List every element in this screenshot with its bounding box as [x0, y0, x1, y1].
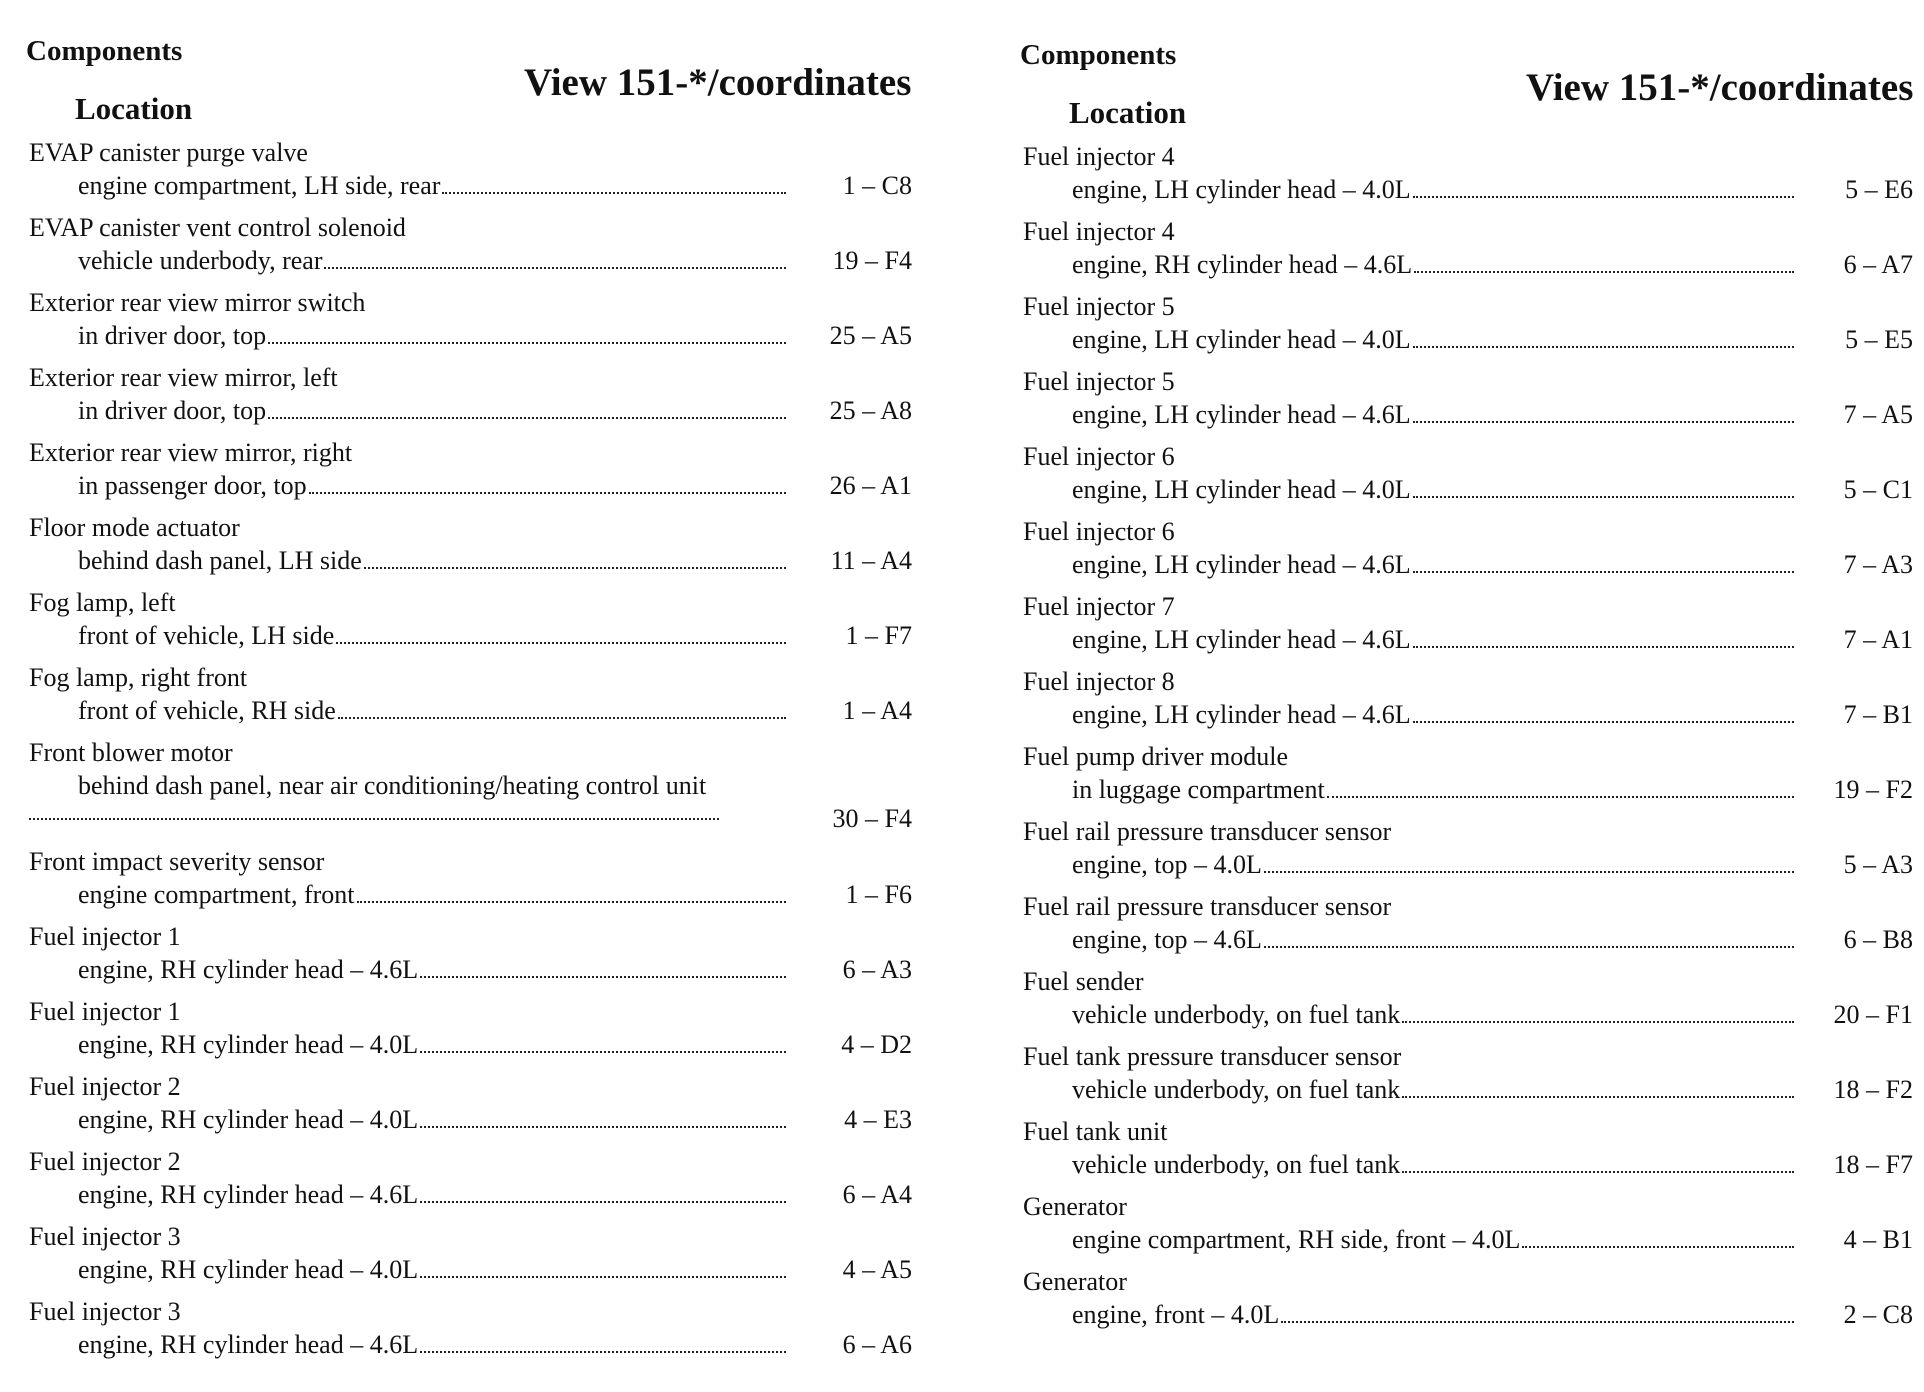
list-item — [26, 436, 926, 511]
leader-dots — [1413, 571, 1794, 573]
component-location: front of vehicle, LH side — [78, 621, 335, 650]
component-location: in luggage compartment — [1072, 775, 1325, 804]
component-name: Fuel injector 3 — [29, 1222, 181, 1251]
component-name: Fuel injector 5 — [1023, 367, 1175, 396]
list-item — [26, 286, 926, 361]
list-item — [1020, 1265, 1924, 1340]
component-name: Exterior rear view mirror switch — [29, 288, 366, 317]
component-location: engine compartment, front — [78, 880, 355, 909]
component-name: Fuel injector 6 — [1023, 517, 1175, 546]
component-name: EVAP canister purge valve — [29, 138, 308, 167]
list-item — [1020, 965, 1924, 1040]
component-location: engine compartment, RH side, front – 4.0L — [1072, 1225, 1521, 1254]
component-list — [26, 136, 926, 1370]
leader-dots — [268, 342, 786, 344]
view-coordinate: 6 – A4 — [842, 1180, 912, 1209]
component-location: engine, RH cylinder head – 4.6L — [78, 955, 419, 984]
view-coordinate: 4 – A5 — [842, 1255, 912, 1284]
leader-dots — [1413, 646, 1794, 648]
list-item — [1020, 815, 1924, 890]
view-coordinate: 2 – C8 — [1843, 1300, 1913, 1329]
component-name: Fuel injector 2 — [29, 1147, 181, 1176]
list-item — [1020, 1190, 1924, 1265]
component-location: engine, LH cylinder head – 4.6L — [1072, 550, 1411, 579]
component-location: engine, RH cylinder head – 4.6L — [78, 1330, 419, 1359]
view-coordinate: 7 – A3 — [1843, 550, 1913, 579]
leader-dots — [364, 567, 786, 569]
component-location: engine, front – 4.0L — [1072, 1300, 1280, 1329]
view-coordinate: 5 – A3 — [1843, 850, 1913, 879]
component-location: engine, RH cylinder head – 4.0L — [78, 1030, 419, 1059]
leader-dots — [1402, 1096, 1794, 1098]
view-coordinate: 30 – F4 — [832, 804, 912, 833]
leader-dots — [1281, 1321, 1794, 1323]
view-coordinate: 5 – E5 — [1845, 325, 1913, 354]
leader-dots — [1264, 946, 1794, 948]
view-coordinate: 26 – A1 — [829, 471, 912, 500]
view-coordinate: 19 – F2 — [1833, 775, 1913, 804]
component-name: Fuel injector 4 — [1023, 142, 1175, 171]
component-name: Fuel injector 1 — [29, 997, 181, 1026]
view-coordinate: 1 – C8 — [842, 171, 912, 200]
leader-dots — [1402, 1171, 1794, 1173]
component-name: Fuel rail pressure transducer sensor — [1023, 817, 1392, 846]
list-item — [1020, 590, 1924, 665]
component-name: Fuel injector 7 — [1023, 592, 1175, 621]
list-item — [26, 920, 926, 995]
view-coordinate: 1 – F6 — [845, 880, 912, 909]
component-location: vehicle underbody, on fuel tank — [1072, 1000, 1401, 1029]
view-coordinate: 5 – C1 — [1843, 475, 1913, 504]
view-coordinate: 7 – A1 — [1843, 625, 1913, 654]
leader-dots — [338, 717, 786, 719]
leader-dots — [1413, 196, 1794, 198]
view-coordinate: 7 – A5 — [1843, 400, 1913, 429]
component-name: Fuel sender — [1023, 967, 1144, 996]
list-item — [26, 1145, 926, 1220]
list-item — [26, 995, 926, 1070]
component-location: engine, LH cylinder head – 4.0L — [1072, 475, 1411, 504]
list-item — [26, 1220, 926, 1295]
leader-dots — [1413, 721, 1794, 723]
view-coordinate: 25 – A5 — [829, 321, 912, 350]
list-item — [1020, 890, 1924, 965]
list-item — [1020, 740, 1924, 815]
list-item — [26, 845, 926, 920]
list-item — [1020, 290, 1924, 365]
view-coordinate: 6 – A7 — [1843, 250, 1913, 279]
component-name: Fuel injector 3 — [29, 1297, 181, 1326]
component-name: Fuel injector 4 — [1023, 217, 1175, 246]
component-name: Fog lamp, right front — [29, 663, 248, 692]
list-item — [26, 211, 926, 286]
list-item — [1020, 1040, 1924, 1115]
component-name: Exterior rear view mirror, left — [29, 363, 338, 392]
leader-dots — [420, 976, 786, 978]
list-item — [26, 136, 926, 211]
view-coordinate: 18 – F2 — [1833, 1075, 1913, 1104]
view-coordinate: 6 – A3 — [842, 955, 912, 984]
list-item — [1020, 1115, 1924, 1190]
leader-dots — [442, 192, 786, 194]
component-name: Generator — [1023, 1192, 1127, 1221]
list-item — [26, 361, 926, 436]
list-item — [1020, 515, 1924, 590]
component-name: Front blower motor — [29, 738, 233, 767]
component-name: Fuel injector 6 — [1023, 442, 1175, 471]
component-location: engine, top – 4.6L — [1072, 925, 1262, 954]
leader-dots — [420, 1051, 786, 1053]
component-location: engine, LH cylinder head – 4.0L — [1072, 175, 1411, 204]
component-location: in driver door, top — [78, 396, 267, 425]
list-item — [26, 586, 926, 661]
list-item — [26, 1070, 926, 1145]
list-item — [26, 1295, 926, 1370]
leader-dots — [309, 492, 786, 494]
list-item — [26, 736, 926, 845]
leader-dots — [1327, 796, 1794, 798]
component-location: engine, RH cylinder head – 4.6L — [78, 1180, 419, 1209]
view-coordinate: 4 – E3 — [844, 1105, 912, 1134]
component-location: vehicle underbody, on fuel tank — [1072, 1150, 1401, 1179]
leader-dots — [336, 642, 786, 644]
component-location: vehicle underbody, on fuel tank — [1072, 1075, 1401, 1104]
list-item — [26, 661, 926, 736]
component-name: Fog lamp, left — [29, 588, 176, 617]
component-name: Exterior rear view mirror, right — [29, 438, 353, 467]
component-list — [1020, 140, 1924, 1340]
leader-dots — [1413, 421, 1794, 423]
components-heading: Components — [1020, 39, 1177, 71]
location-heading: Location — [1069, 95, 1187, 130]
leader-dots — [420, 1276, 786, 1278]
view-coordinate: 18 – F7 — [1833, 1150, 1913, 1179]
leader-dots — [1414, 271, 1794, 273]
component-name: Fuel pump driver module — [1023, 742, 1289, 771]
component-location: behind dash panel, LH side — [78, 546, 362, 575]
component-name: Fuel injector 1 — [29, 922, 181, 951]
component-name: Floor mode actuator — [29, 513, 240, 542]
component-location: engine, LH cylinder head – 4.0L — [1072, 325, 1411, 354]
leader-dots — [324, 267, 786, 269]
view-coordinate: 19 – F4 — [832, 246, 912, 275]
view-coordinates-heading: View 151-*/coordinates — [1526, 66, 1914, 109]
leader-dots — [420, 1126, 786, 1128]
leader-dots — [268, 417, 786, 419]
leader-dots — [1522, 1246, 1794, 1248]
leader-dots — [1264, 871, 1794, 873]
leader-dots — [357, 901, 786, 903]
view-coordinate: 5 – E6 — [1845, 175, 1913, 204]
component-name: Fuel injector 5 — [1023, 292, 1175, 321]
component-location: vehicle underbody, rear — [78, 246, 323, 275]
component-location: engine, RH cylinder head – 4.6L — [1072, 250, 1413, 279]
view-coordinates-heading: View 151-*/coordinates — [524, 61, 912, 104]
component-location: in passenger door, top — [78, 471, 307, 500]
view-coordinate: 20 – F1 — [1833, 1000, 1913, 1029]
view-coordinate: 6 – B8 — [1843, 925, 1913, 954]
component-location: engine, LH cylinder head – 4.6L — [1072, 625, 1411, 654]
view-coordinate: 1 – F7 — [845, 621, 912, 650]
component-name: Fuel tank unit — [1023, 1117, 1168, 1146]
leader-dots — [420, 1201, 786, 1203]
leader-dots — [29, 818, 719, 820]
component-name: Fuel injector 2 — [29, 1072, 181, 1101]
component-location: front of vehicle, RH side — [78, 696, 336, 725]
view-coordinate: 4 – B1 — [1843, 1225, 1913, 1254]
leader-dots — [1413, 496, 1794, 498]
list-item — [1020, 365, 1924, 440]
component-location: engine, top – 4.0L — [1072, 850, 1262, 879]
view-coordinate: 25 – A8 — [829, 396, 912, 425]
list-item — [1020, 665, 1924, 740]
view-coordinate: 4 – D2 — [841, 1030, 912, 1059]
list-item — [1020, 215, 1924, 290]
view-coordinate: 11 – A4 — [830, 546, 912, 575]
component-name: Fuel rail pressure transducer sensor — [1023, 892, 1392, 921]
component-name: Generator — [1023, 1267, 1127, 1296]
component-location: in driver door, top — [78, 321, 267, 350]
component-location: engine compartment, LH side, rear — [78, 171, 441, 200]
location-heading: Location — [75, 91, 193, 126]
component-location: engine, RH cylinder head – 4.0L — [78, 1255, 419, 1284]
list-item — [1020, 140, 1924, 215]
leader-dots — [420, 1351, 786, 1353]
view-coordinate: 7 – B1 — [1843, 700, 1913, 729]
component-location: engine, LH cylinder head – 4.6L — [1072, 700, 1411, 729]
component-location: engine, LH cylinder head – 4.6L — [1072, 400, 1411, 429]
component-location: engine, RH cylinder head – 4.0L — [78, 1105, 419, 1134]
component-name: Fuel tank pressure transducer sensor — [1023, 1042, 1402, 1071]
view-coordinate: 1 – A4 — [842, 696, 912, 725]
list-item — [26, 511, 926, 586]
list-item — [1020, 440, 1924, 515]
component-name: Front impact severity sensor — [29, 847, 325, 876]
leader-dots — [1402, 1021, 1794, 1023]
view-coordinate: 6 – A6 — [842, 1330, 912, 1359]
components-heading: Components — [26, 35, 183, 67]
component-name: Fuel injector 8 — [1023, 667, 1175, 696]
component-name: EVAP canister vent control solenoid — [29, 213, 406, 242]
component-location: behind dash panel, near air conditioning/heating control unit — [78, 771, 707, 800]
leader-dots — [1413, 346, 1794, 348]
